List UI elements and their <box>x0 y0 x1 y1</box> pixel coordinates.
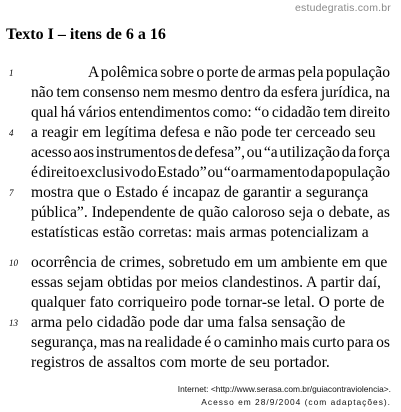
text-line-14: segurança, mas na realidade é o caminho mais curto para os <box>31 334 390 351</box>
source-citation: Internet: <http://www.serasa.com.br/guiacontraviolencia>. <box>177 384 391 394</box>
text-line-7: mostra que o Estado é incapaz de garantir a segurança <box>31 184 369 201</box>
text-line-11: essas sejam obtidas por meios clandestinos. A partir daí, <box>31 274 381 291</box>
site-watermark: estudegratis.com.br <box>294 2 391 14</box>
text-line-6: é direito exclusivo do Estado” ou “o armamento da população <box>31 164 390 181</box>
text-line-10: ocorrência de crimes, sobretudo em um ambiente em que <box>31 254 388 271</box>
text-line-9: estatísticas estão corretas: mais armas potencializam a <box>31 224 369 241</box>
line-number-10: 10 <box>9 258 18 268</box>
text-line-4: a reagir em legítima defesa e não pode ter cerceado seu <box>31 124 376 141</box>
text-line-5: acesso aos instrumentos de defesa”, ou “a utilização da força <box>31 144 390 161</box>
text-line-1: A polêmica sobre o porte de armas pela população <box>88 64 390 81</box>
line-number-7: 7 <box>9 188 14 198</box>
text-line-8: pública”. Independente de quão caloroso seja o debate, as <box>31 204 390 221</box>
line-number-13: 13 <box>9 318 18 328</box>
text-line-13: arma pelo cidadão pode dar uma falsa sensação de <box>31 314 346 331</box>
text-line-15: registros de assaltos com morte de seu portador. <box>31 354 330 371</box>
text-line-12: qualquer fato corriqueiro pode tornar-se letal. O porte de <box>31 294 385 311</box>
text-heading: Texto I – itens de 6 a 16 <box>6 26 166 43</box>
line-number-1: 1 <box>9 68 14 78</box>
text-line-3: qual há vários entendimentos como: “o cidadão tem direito <box>31 104 390 121</box>
line-number-4: 4 <box>9 128 14 138</box>
source-access-date: Acesso em 28/9/2004 (com adaptações). <box>201 397 391 407</box>
text-line-2: não tem consenso nem mesmo dentro da esfera jurídica, na <box>31 84 390 101</box>
